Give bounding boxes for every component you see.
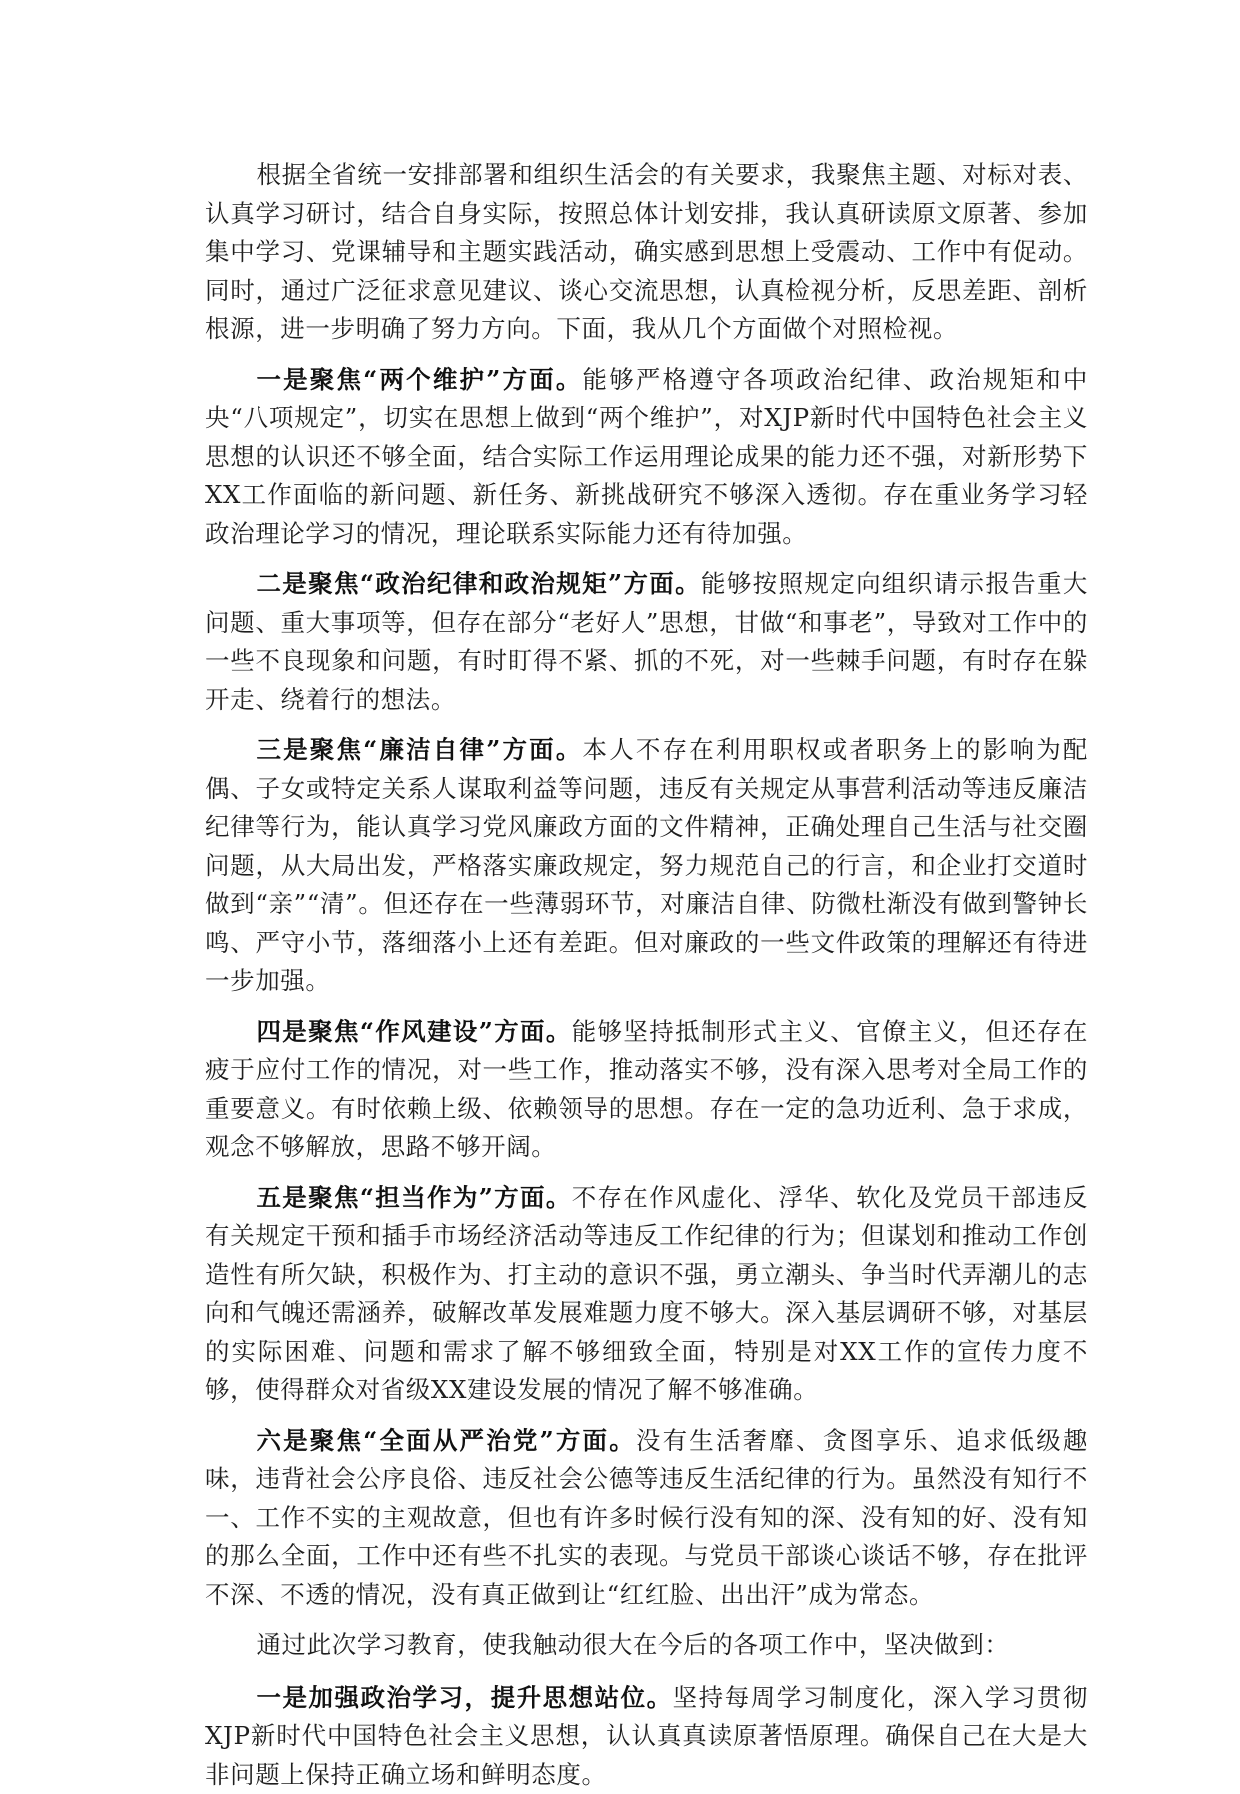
point-heading: 一是聚焦“两个维护”方面。 [256, 365, 582, 394]
commitment-body: 坚持每周学习制度化，深入学习贯彻XJP新时代中国特色社会主义思想，认认真真读原著悟原理。确保自己在大是大非问题上保持正确立场和鲜明态度。 [205, 1683, 1088, 1789]
intro-paragraph [205, 156, 1088, 349]
point-body: 能够严格遵守各项政治纪律、政治规矩和中央“八项规定”，切实在思想上做到“两个维护”，对XJP新时代中国特色社会主义思想的认识还不够全面，结合实际工作运用理论成果的能力还不强，对新形势下XX工作面临的新问题、新任务、新挑战研究不够深入透彻。存在重业务学习轻政治理论学习的情况，理论联系实际能力还有待加强。 [205, 365, 1088, 548]
point-paragraph-work-style [205, 1013, 1088, 1167]
document-body [205, 156, 1088, 1794]
commitment-paragraph-political-study [205, 1679, 1088, 1794]
transition-paragraph [205, 1626, 1088, 1665]
point-body: 没有生活奢靡、贪图享乐、追求低级趣味，违背社会公序良俗、违反社会公德等违反生活纪律的行为。虽然没有知行不一、工作不实的主观故意，但也有许多时候行没有知的深、没有知的好、没有知的那么全面，工作中还有些不扎实的表现。与党员干部谈心谈话不够，存在批评不深、不透的情况，没有真正做到让“红红脸、出出汗”成为常态。 [205, 1426, 1088, 1609]
commitment-heading: 一是加强政治学习，提升思想站位。 [256, 1683, 672, 1712]
point-heading: 六是聚焦“全面从严治党”方面。 [256, 1426, 635, 1455]
transition-paragraph-text: 通过此次学习教育，使我触动很大在今后的各项工作中，坚决做到： [256, 1630, 1009, 1659]
point-body: 本人不存在利用职权或者职务上的影响为配偶、子女或特定关系人谋取利益等问题，违反有关规定从事营利活动等违反廉洁纪律等行为，能认真学习党风廉政方面的文件精神，正确处理自己生活与社交圈问题，从大局出发，严格落实廉政规定，努力规范自己的行言，和企业打交道时做到“亲”“清”。但还存在一些薄弱环节，对廉洁自律、防微杜渐没有做到警钟长鸣、严守小节，落细落小上还有差距。但对廉政的一些文件政策的理解还有待进一步加强。 [205, 735, 1088, 995]
intro-paragraph-text: 根据全省统一安排部署和组织生活会的有关要求，我聚焦主题、对标对表、认真学习研讨，结合自身实际，按照总体计划安排，我认真研读原文原著、参加集中学习、党课辅导和主题实践活动，确实感到思想上受震动、工作中有促动。同时，通过广泛征求意见建议、谈心交流思想，认真检视分析，反思差距、剖析根源，进一步明确了努力方向。下面，我从几个方面做个对照检视。 [205, 160, 1088, 343]
point-paragraph-two-safeguards [205, 361, 1088, 554]
point-heading: 四是聚焦“作风建设”方面。 [256, 1017, 571, 1046]
point-body: 能够坚持抵制形式主义、官僚主义，但还存在疲于应付工作的情况，对一些工作，推动落实不够，没有深入思考对全局工作的重要意义。有时依赖上级、依赖领导的思想。存在一定的急功近利、急于求成，观念不够解放，思路不够开阔。 [205, 1017, 1088, 1162]
point-paragraph-political-discipline [205, 565, 1088, 719]
point-paragraph-responsibility [205, 1179, 1088, 1410]
point-heading: 二是聚焦“政治纪律和政治规矩”方面。 [256, 569, 701, 598]
point-body: 能够按照规定向组织请示报告重大问题、重大事项等，但存在部分“老好人”思想，甘做“和事老”，导致对工作中的一些不良现象和问题，有时盯得不紧、抓的不死，对一些棘手问题，有时存在躲开走、绕着行的想法。 [205, 569, 1088, 714]
point-paragraph-party-governance [205, 1422, 1088, 1615]
point-heading: 五是聚焦“担当作为”方面。 [256, 1183, 571, 1212]
point-body: 不存在作风虚化、浮华、软化及党员干部违反有关规定干预和插手市场经济活动等违反工作纪律的行为；但谋划和推动工作创造性有所欠缺，积极作为、打主动的意识不强，勇立潮头、争当时代弄潮儿的志向和气魄还需涵养，破解改革发展难题力度不够大。深入基层调研不够，对基层的实际困难、问题和需求了解不够细致全面，特别是对XX工作的宣传力度不够，使得群众对省级XX建设发展的情况了解不够准确。 [205, 1183, 1088, 1405]
point-heading: 三是聚焦“廉洁自律”方面。 [256, 735, 582, 764]
point-paragraph-integrity [205, 731, 1088, 1001]
